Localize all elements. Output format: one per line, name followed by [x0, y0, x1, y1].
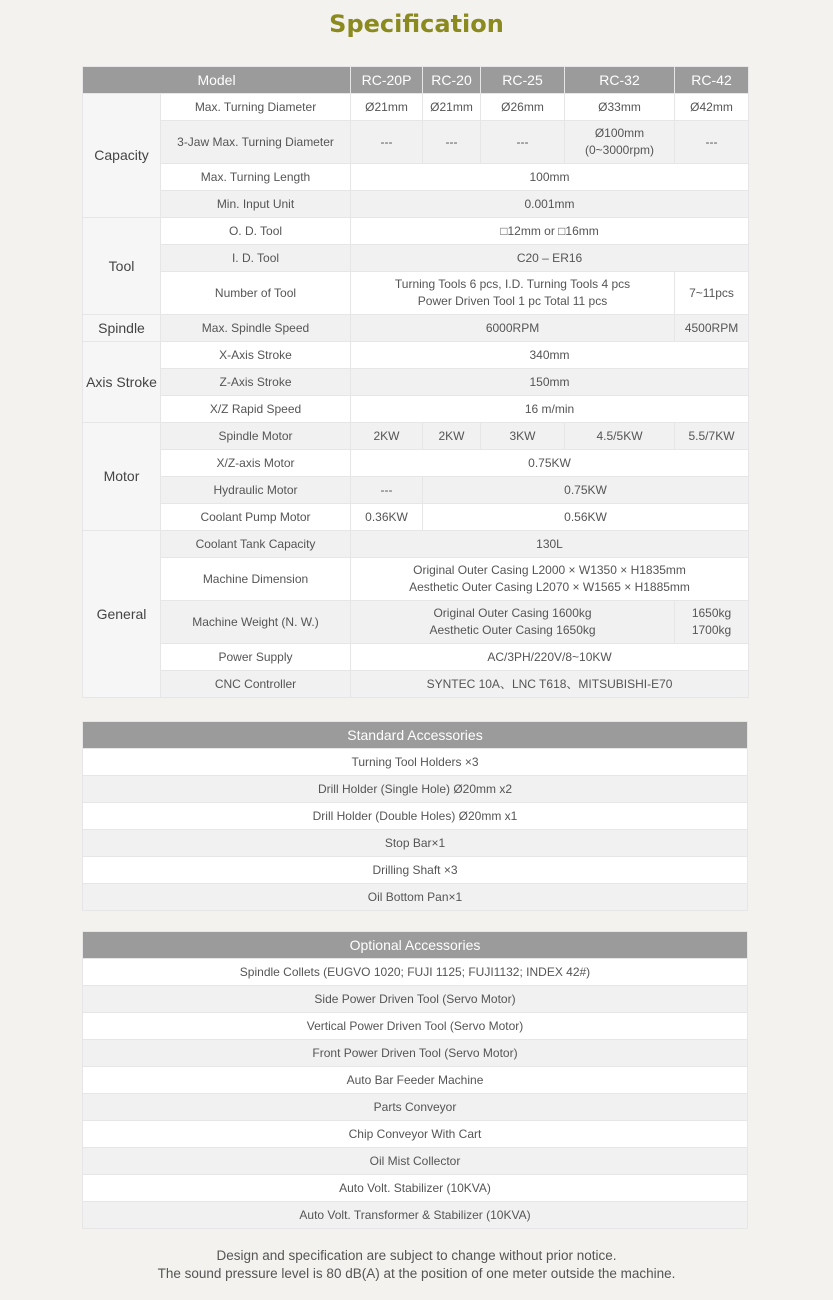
- page-title: Specification: [329, 10, 504, 38]
- row-label: Power Supply: [161, 644, 351, 671]
- cell-line: 1700kg: [691, 623, 732, 637]
- list-item: [83, 1067, 748, 1094]
- row-min-input-unit: [83, 191, 749, 218]
- model-rc-20p: RC-20P: [351, 67, 423, 94]
- cell-value: Ø26mm: [481, 94, 565, 121]
- cell-value: 5.5/7KW: [675, 423, 749, 450]
- accessory-item: Stop Bar×1: [83, 830, 748, 857]
- row-cnc-controller: [83, 671, 749, 698]
- accessory-item: Side Power Driven Tool (Servo Motor): [83, 986, 748, 1013]
- footer-note: [0, 1247, 833, 1283]
- category-motor: Motor: [83, 423, 161, 531]
- accessory-item: Auto Bar Feeder Machine: [83, 1067, 748, 1094]
- list-item: [83, 1202, 748, 1229]
- standard-accessories-table: [82, 721, 748, 911]
- cell-value-rc20p: ---: [351, 477, 423, 504]
- cell-value: 100mm: [351, 164, 749, 191]
- cell-value: 2KW: [423, 423, 481, 450]
- model-rc-32: RC-32: [565, 67, 675, 94]
- footer-line: Design and specification are subject to change without prior notice.: [216, 1248, 617, 1263]
- specification-table: [82, 66, 749, 698]
- cell-value-rc42: 4500RPM: [675, 315, 749, 342]
- row-label: I. D. Tool: [161, 245, 351, 272]
- accessories-header-row: [83, 722, 748, 749]
- cell-value: AC/3PH/220V/8~10KW: [351, 644, 749, 671]
- cell-line: Ø100mm: [594, 126, 645, 140]
- row-label: Spindle Motor: [161, 423, 351, 450]
- row-label: Max. Turning Length: [161, 164, 351, 191]
- row-xz-rapid-speed: [83, 396, 749, 423]
- cell-value: 0.001mm: [351, 191, 749, 218]
- row-number-of-tool: [83, 272, 749, 315]
- row-coolant-tank-capacity: [83, 531, 749, 558]
- row-max-spindle-speed: [83, 315, 749, 342]
- row-od-tool: [83, 218, 749, 245]
- cell-value: 2KW: [351, 423, 423, 450]
- row-label: X/Z-axis Motor: [161, 450, 351, 477]
- list-item: [83, 803, 748, 830]
- cell-value: Ø33mm: [565, 94, 675, 121]
- row-max-turning-length: [83, 164, 749, 191]
- row-coolant-pump-motor: [83, 504, 749, 531]
- accessory-item: Drill Holder (Double Holes) Ø20mm x1: [83, 803, 748, 830]
- row-hydraulic-motor: [83, 477, 749, 504]
- accessory-item: Spindle Collets (EUGVO 1020; FUJI 1125; FUJI1132; INDEX 42#): [83, 959, 748, 986]
- row-x-axis-stroke: [83, 342, 749, 369]
- cell-value: ---: [481, 121, 565, 164]
- list-item: [83, 857, 748, 884]
- accessory-item: Auto Volt. Transformer & Stabilizer (10KVA): [83, 1202, 748, 1229]
- cell-value: 6000RPM: [351, 315, 675, 342]
- cell-value: [351, 272, 675, 315]
- cell-value-rc42: [675, 601, 749, 644]
- row-label: X/Z Rapid Speed: [161, 396, 351, 423]
- list-item: [83, 1121, 748, 1148]
- accessory-item: Drill Holder (Single Hole) Ø20mm x2: [83, 776, 748, 803]
- accessory-item: Drilling Shaft ×3: [83, 857, 748, 884]
- category-axis-stroke: Axis Stroke: [83, 342, 161, 423]
- header-row: [83, 67, 749, 94]
- cell-value: 16 m/min: [351, 396, 749, 423]
- cell-value: [351, 558, 749, 601]
- row-xz-axis-motor: [83, 450, 749, 477]
- cell-line: 1650kg: [691, 606, 732, 620]
- accessory-item: Parts Conveyor: [83, 1094, 748, 1121]
- footer-line: The sound pressure level is 80 dB(A) at the position of one meter outside the machine.: [157, 1266, 676, 1281]
- row-label: Max. Spindle Speed: [161, 315, 351, 342]
- model-rc-42: RC-42: [675, 67, 749, 94]
- row-label: X-Axis Stroke: [161, 342, 351, 369]
- accessory-item: Oil Bottom Pan×1: [83, 884, 748, 911]
- row-power-supply: [83, 644, 749, 671]
- category-general: General: [83, 531, 161, 698]
- cell-value: Ø21mm: [351, 94, 423, 121]
- list-item: [83, 1175, 748, 1202]
- list-item: [83, 749, 748, 776]
- accessory-item: Auto Volt. Stabilizer (10KVA): [83, 1175, 748, 1202]
- cell-line: Turning Tools 6 pcs, I.D. Turning Tools 4 pcs: [394, 277, 631, 291]
- category-spindle: Spindle: [83, 315, 161, 342]
- row-label: Hydraulic Motor: [161, 477, 351, 504]
- cell-value: 0.56KW: [423, 504, 749, 531]
- row-spindle-motor: [83, 423, 749, 450]
- list-item: [83, 884, 748, 911]
- list-item: [83, 1094, 748, 1121]
- cell-value-rc32: [565, 121, 675, 164]
- row-machine-weight: [83, 601, 749, 644]
- cell-value: Ø21mm: [423, 94, 481, 121]
- row-label: 3-Jaw Max. Turning Diameter: [161, 121, 351, 164]
- cell-value: 340mm: [351, 342, 749, 369]
- cell-value: 130L: [351, 531, 749, 558]
- list-item: [83, 1013, 748, 1040]
- list-item: [83, 830, 748, 857]
- row-jaw-max-turning-diameter: [83, 121, 749, 164]
- row-label: Machine Weight (N. W.): [161, 601, 351, 644]
- cell-line: Original Outer Casing L2000 × W1350 × H1835mm: [413, 563, 686, 577]
- cell-value: 4.5/5KW: [565, 423, 675, 450]
- row-machine-dimension: [83, 558, 749, 601]
- category-tool: Tool: [83, 218, 161, 315]
- row-max-turning-diameter: [83, 94, 749, 121]
- cell-value: 3KW: [481, 423, 565, 450]
- model-header: Model: [83, 67, 351, 94]
- cell-value: ---: [423, 121, 481, 164]
- cell-value: 150mm: [351, 369, 749, 396]
- cell-line: Aesthetic Outer Casing L2070 × W1565 × H1885mm: [409, 580, 690, 594]
- list-item: [83, 776, 748, 803]
- accessory-item: Vertical Power Driven Tool (Servo Motor): [83, 1013, 748, 1040]
- cell-line: Power Driven Tool 1 pc Total 11 pcs: [417, 294, 608, 308]
- cell-value: SYNTEC 10A、LNC T618、MITSUBISHI-E70: [351, 671, 749, 698]
- cell-value: [351, 601, 675, 644]
- cell-value: 0.75KW: [423, 477, 749, 504]
- row-label: Max. Turning Diameter: [161, 94, 351, 121]
- cell-value: □12mm or □16mm: [351, 218, 749, 245]
- model-rc-20: RC-20: [423, 67, 481, 94]
- list-item: [83, 959, 748, 986]
- optional-accessories-title: Optional Accessories: [83, 932, 748, 959]
- row-label: Number of Tool: [161, 272, 351, 315]
- cell-value-rc42: 7~11pcs: [675, 272, 749, 315]
- accessory-item: Chip Conveyor With Cart: [83, 1121, 748, 1148]
- list-item: [83, 1040, 748, 1067]
- model-rc-25: RC-25: [481, 67, 565, 94]
- list-item: [83, 986, 748, 1013]
- accessories-header-row: [83, 932, 748, 959]
- cell-value: Ø42mm: [675, 94, 749, 121]
- row-label: O. D. Tool: [161, 218, 351, 245]
- cell-value: ---: [675, 121, 749, 164]
- row-label: Machine Dimension: [161, 558, 351, 601]
- cell-line: (0~3000rpm): [584, 143, 655, 157]
- cell-line: Aesthetic Outer Casing 1650kg: [429, 623, 596, 637]
- optional-accessories-table: [82, 931, 748, 1229]
- row-label: Z-Axis Stroke: [161, 369, 351, 396]
- accessory-item: Turning Tool Holders ×3: [83, 749, 748, 776]
- accessory-item: Oil Mist Collector: [83, 1148, 748, 1175]
- list-item: [83, 1148, 748, 1175]
- standard-accessories-title: Standard Accessories: [83, 722, 748, 749]
- cell-value-rc20p: 0.36KW: [351, 504, 423, 531]
- row-id-tool: [83, 245, 749, 272]
- cell-value: ---: [351, 121, 423, 164]
- cell-line: Original Outer Casing 1600kg: [433, 606, 592, 620]
- row-label: Coolant Tank Capacity: [161, 531, 351, 558]
- category-capacity: Capacity: [83, 94, 161, 218]
- cell-value: C20 – ER16: [351, 245, 749, 272]
- row-z-axis-stroke: [83, 369, 749, 396]
- row-label: CNC Controller: [161, 671, 351, 698]
- accessory-item: Front Power Driven Tool (Servo Motor): [83, 1040, 748, 1067]
- row-label: Min. Input Unit: [161, 191, 351, 218]
- row-label: Coolant Pump Motor: [161, 504, 351, 531]
- cell-value: 0.75KW: [351, 450, 749, 477]
